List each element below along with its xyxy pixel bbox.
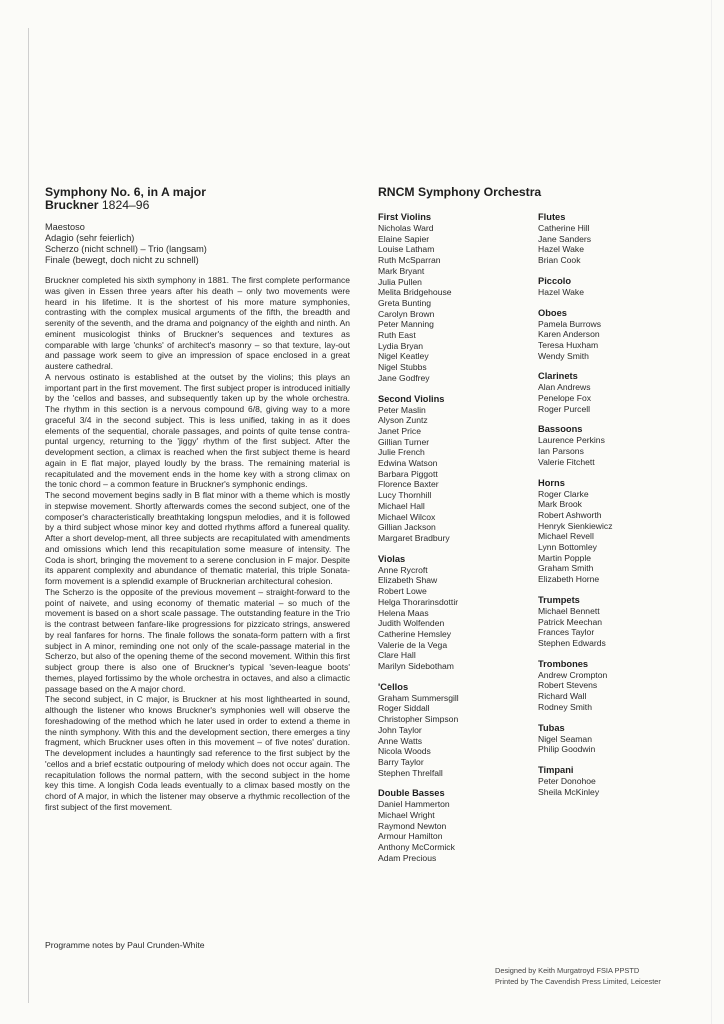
orchestra-column bbox=[378, 185, 698, 863]
musician-name: Margaret Bradbury bbox=[378, 532, 450, 543]
musician-name: Henryk Sienkiewicz bbox=[538, 520, 613, 531]
musician-name: Nigel Seaman bbox=[538, 733, 592, 744]
musician-name: Catherine Hill bbox=[538, 223, 590, 233]
musician-name: Melita Bridgehouse bbox=[378, 287, 452, 298]
section-heading: Trumpets bbox=[538, 594, 580, 605]
musician-name: Valerie de la Vega bbox=[378, 639, 448, 650]
section-heading: Timpani bbox=[538, 764, 574, 775]
instrument-section bbox=[378, 212, 528, 384]
musician-name: Gillian Turner bbox=[378, 436, 430, 447]
musician-name: Daniel Hammerton bbox=[378, 799, 450, 810]
musician-name: Frances Taylor bbox=[538, 627, 595, 638]
design-credit: Designed by Keith Murgatroyd FSIA PPSTD bbox=[495, 966, 640, 975]
musician-name: Robert Stevens bbox=[538, 680, 598, 691]
instrument-section bbox=[378, 394, 528, 544]
musician-name: Carolyn Brown bbox=[378, 308, 435, 319]
musician-name: Michael Wright bbox=[378, 810, 435, 821]
musician-name: Mark Brook bbox=[538, 499, 582, 510]
composer-name: Bruckner bbox=[45, 198, 99, 212]
section-heading: Bassoons bbox=[538, 424, 583, 435]
section-heading: Piccolo bbox=[538, 275, 572, 286]
musician-name: Philip Goodwin bbox=[538, 744, 596, 755]
movement-item: Finale (bewegt, doch nicht zu schnell) bbox=[45, 255, 199, 265]
musician-name: Michael Revell bbox=[538, 531, 594, 542]
musician-name: Helga Thorarinsdottir bbox=[378, 596, 459, 607]
orchestra-title: RNCM Symphony Orchestra bbox=[378, 185, 542, 199]
section-heading: Horns bbox=[538, 477, 565, 488]
composer-line bbox=[45, 199, 350, 212]
section-heading: Oboes bbox=[538, 307, 567, 318]
instrument-section bbox=[538, 595, 688, 649]
instrument-section bbox=[378, 554, 528, 672]
section-heading: Flutes bbox=[538, 212, 566, 222]
musician-name: Richard Wall bbox=[538, 691, 587, 702]
musician-name: Ruth East bbox=[378, 330, 416, 341]
musician-name: Michael Hall bbox=[378, 500, 425, 511]
musician-name: Elaine Sapier bbox=[378, 233, 430, 244]
section-heading: Clarinets bbox=[538, 371, 578, 382]
musician-name: Anthony McCormick bbox=[378, 842, 455, 853]
section-heading: First Violins bbox=[378, 212, 432, 222]
movement-list bbox=[45, 222, 350, 266]
musician-name: Armour Hamilton bbox=[378, 831, 443, 842]
instrument-section bbox=[538, 308, 688, 362]
musician-name: Clare Hall bbox=[378, 650, 416, 661]
print-credits bbox=[495, 966, 661, 987]
musician-name: Nigel Stubbs bbox=[378, 362, 427, 373]
musician-name: Stephen Threlfall bbox=[378, 767, 443, 778]
musician-name: Anne Watts bbox=[378, 735, 423, 746]
programme-notes-credit: Programme notes by Paul Crunden-White bbox=[45, 940, 205, 950]
work-title: Symphony No. 6, in A major bbox=[45, 185, 206, 199]
musician-name: Valerie Fitchett bbox=[538, 456, 595, 467]
musician-name: Mark Bryant bbox=[378, 265, 425, 276]
movement-item: Adagio (sehr feierlich) bbox=[45, 233, 135, 243]
instrument-section bbox=[378, 788, 528, 863]
musician-name: Barbara Piggott bbox=[378, 468, 438, 479]
musician-name: Michael Bennett bbox=[538, 605, 600, 616]
musician-name: Jane Godfrey bbox=[378, 372, 430, 383]
musician-name: Judith Wolfenden bbox=[378, 618, 445, 629]
instrument-section bbox=[538, 659, 688, 713]
musician-name: Laurence Perkins bbox=[538, 435, 605, 446]
musician-name: Anne Rycroft bbox=[378, 564, 428, 575]
notes-paragraph: A nervous ostinato is established at the outset by the violins; this plays an important part in the first movement. The first subject proper is introduced initially by the 'cellos and basses, and subsequently taken up by the whole orchestra. The rhythm in this section is a nervous compound 6/8, giving way to a more graceful 3/4 in the second subject. This is less unified, taking in as it does elements of the sequential, chorale passages, and points of quite tense contra-puntal urgency, returning to the 'jiggy' rhythm of the first subject. After the development section, a climax is reached when the first subject theme is heard again in E flat major, played loudly by the brass. The remaining material is recapitulated and the movement ends in the home key with a strong climax on the tonic chord – a common feature in Bruckner's symphonic endings. bbox=[45, 371, 350, 490]
musician-name: Nigel Keatley bbox=[378, 351, 429, 362]
musician-name: Marilyn Sidebotham bbox=[378, 661, 454, 672]
strings-column bbox=[378, 212, 528, 874]
musician-name: Elizabeth Horne bbox=[538, 574, 600, 585]
musician-name: Louise Latham bbox=[378, 244, 435, 255]
section-heading: Tubas bbox=[538, 722, 565, 733]
musician-name: Teresa Huxham bbox=[538, 339, 599, 350]
musician-name: John Taylor bbox=[378, 724, 422, 735]
musician-name: Ian Parsons bbox=[538, 446, 584, 457]
musician-name: Julia Pullen bbox=[378, 276, 422, 287]
instrument-section bbox=[538, 212, 688, 266]
musician-name: Robert Lowe bbox=[378, 586, 427, 597]
musician-name: Florence Baxter bbox=[378, 479, 439, 490]
notes-paragraph: The second subject, in C major, is Bruckner at his most lighthearted in sound, although the listener who knows Bruckner's symphonies well will observe the foreshadowing of the method which he later used in order to extend a theme in the ninth symphony. With this and the development section, there emerges a tiny fragment, which Bruckner uses often in this movement – of five notes' duration. The development includes a hauntingly sad reference to the first subject by the 'cellos and a brief ecstatic outpouring of melody which does not occur again. The recapitulation follows the normal pattern, with the second subject in the home key this time. A longish Coda leads eventually to a climax based mostly on the chord of A major, in which the listener may observe a rhythmic recollection of the first subject of the first movement. bbox=[45, 694, 350, 812]
musician-name: Ruth McSparran bbox=[378, 255, 441, 266]
musician-name: Barry Taylor bbox=[378, 756, 424, 767]
musician-name: Edwina Watson bbox=[378, 458, 438, 469]
wind-brass-column bbox=[538, 212, 688, 807]
musician-name: Adam Precious bbox=[378, 852, 437, 863]
composer-years: 1824–96 bbox=[101, 198, 150, 212]
musician-name: Lynn Bottomley bbox=[538, 542, 597, 553]
musician-name: Penelope Fox bbox=[538, 393, 592, 404]
movement-item: Maestoso bbox=[45, 222, 85, 232]
musician-name: Stephen Edwards bbox=[538, 637, 606, 648]
musician-name: Michael Wilcox bbox=[378, 511, 436, 522]
musician-name: Roger Purcell bbox=[538, 403, 591, 414]
musician-name: Sheila McKinley bbox=[538, 786, 600, 797]
musician-name: Pamela Burrows bbox=[538, 318, 602, 329]
musician-name: Hazel Wake bbox=[538, 244, 585, 255]
musician-name: Lucy Thornhill bbox=[378, 490, 432, 501]
musician-name: Helena Maas bbox=[378, 607, 429, 618]
instrument-section bbox=[538, 765, 688, 797]
page-edge bbox=[711, 0, 712, 1024]
print-credit: Printed by The Cavendish Press Limited, Leicester bbox=[495, 976, 661, 986]
musician-name: Peter Maslin bbox=[378, 404, 426, 415]
musician-name: Wendy Smith bbox=[538, 350, 589, 361]
section-heading: Double Basses bbox=[378, 788, 445, 799]
musician-name: Brian Cook bbox=[538, 255, 581, 266]
notes-paragraph: The Scherzo is the opposite of the previous movement – straight-forward to the point of naivete, and using economy of thematic material – so much of the movement is based on a short scale passage. The outstanding feature in the Trio is the contrast between fanfare-like progressions for pizzicato strings, answered by real fanfares for horns. The finale follows the sonata-form pattern with a first subject in A minor, reminding one not only of the scale-passage material in the Scherzo, but also of the opening theme of the second movement. Within this first subject group there is also one of Bruckner's typical 'seven-league boots' themes, played fortissimo by the whole orchestra in octaves, and also a climactic passage based on the A major chord. bbox=[45, 586, 350, 694]
musician-name: Graham Summersgill bbox=[378, 692, 459, 703]
page-fold-line bbox=[28, 28, 29, 1003]
section-heading: Violas bbox=[378, 553, 406, 564]
musician-name: Hazel Wake bbox=[538, 286, 585, 297]
musician-name: Nicola Woods bbox=[378, 746, 431, 757]
section-heading: Second Violins bbox=[378, 393, 445, 404]
instrument-section bbox=[538, 723, 688, 755]
musician-name: Peter Manning bbox=[378, 319, 434, 330]
musician-name: Karen Anderson bbox=[538, 329, 600, 340]
musician-name: Peter Donohoe bbox=[538, 775, 596, 786]
musician-name: Elizabeth Shaw bbox=[378, 575, 438, 586]
musician-name: Julie French bbox=[378, 447, 425, 458]
musician-name: Raymond Newton bbox=[378, 820, 447, 831]
musician-name: Janet Price bbox=[378, 425, 421, 436]
musician-name: Andrew Crompton bbox=[538, 669, 608, 680]
musician-name: Graham Smith bbox=[538, 563, 594, 574]
musician-name: Jane Sanders bbox=[538, 233, 592, 244]
musician-name: Lydia Bryan bbox=[378, 340, 424, 351]
musician-name: Greta Bunting bbox=[378, 297, 432, 308]
musician-name: Alyson Zuntz bbox=[378, 415, 428, 426]
musician-name: Roger Siddall bbox=[378, 703, 430, 714]
instrument-section bbox=[538, 371, 688, 414]
notes-paragraph: Bruckner completed his sixth symphony in 1881. The first complete performance was given in Essen three years after his death – only two movements were heard in his lifetime. It is the shortest of his more mature symphonies, contrasting with the complex musical arguments of the fifth, the breadth and serenity of the seventh, and the drama and poignancy of the eighth and ninth. An eminent musicologist thinks of Bruckner's sequences and textures as comparable with large 'chunks' of architect's masonry – so that texture, lay-out and passage work seem to give an impression of space enclosed in a great austere cathedral. bbox=[45, 275, 350, 371]
section-heading: 'Cellos bbox=[378, 681, 409, 692]
section-heading: Trombones bbox=[538, 658, 589, 669]
programme-notes-column bbox=[45, 186, 350, 813]
instrument-section bbox=[538, 478, 688, 585]
musician-name: Alan Andrews bbox=[538, 382, 591, 393]
instrument-section bbox=[538, 424, 688, 467]
musician-name: Nicholas Ward bbox=[378, 223, 434, 233]
musician-name: Roger Clarke bbox=[538, 488, 589, 499]
musician-name: Robert Ashworth bbox=[538, 509, 602, 520]
musician-name: Christopher Simpson bbox=[378, 714, 459, 725]
notes-paragraph: The second movement begins sadly in B flat minor with a theme which is mostly in stepwise movement. Shortly afterwards comes the second subject, one of the composer's characteristically breathtaking longspun melodies, and it is followed by a third subject whose minor key and dotted rhythms afford a funereal quality. After a short develop-ment, all three subjects are recapitulated with amendments and omissions which lend this recapitulation some measure of intensity. The Coda is short, bringing the movement to a serene conclusion in F major. Despite its apparent complexity and abundance of thematic material, this triple Sonata-form movement is a splendid example of Brucknerian architectural cohesion. bbox=[45, 490, 350, 586]
musician-name: Catherine Hemsley bbox=[378, 628, 452, 639]
instrument-section bbox=[378, 682, 528, 779]
musician-name: Gillian Jackson bbox=[378, 522, 436, 533]
instrument-section bbox=[538, 276, 688, 298]
musician-name: Martin Popple bbox=[538, 552, 592, 563]
movement-item: Scherzo (nicht schnell) – Trio (langsam) bbox=[45, 244, 207, 254]
musician-name: Rodney Smith bbox=[538, 701, 592, 712]
musician-name: Patrick Meechan bbox=[538, 616, 603, 627]
